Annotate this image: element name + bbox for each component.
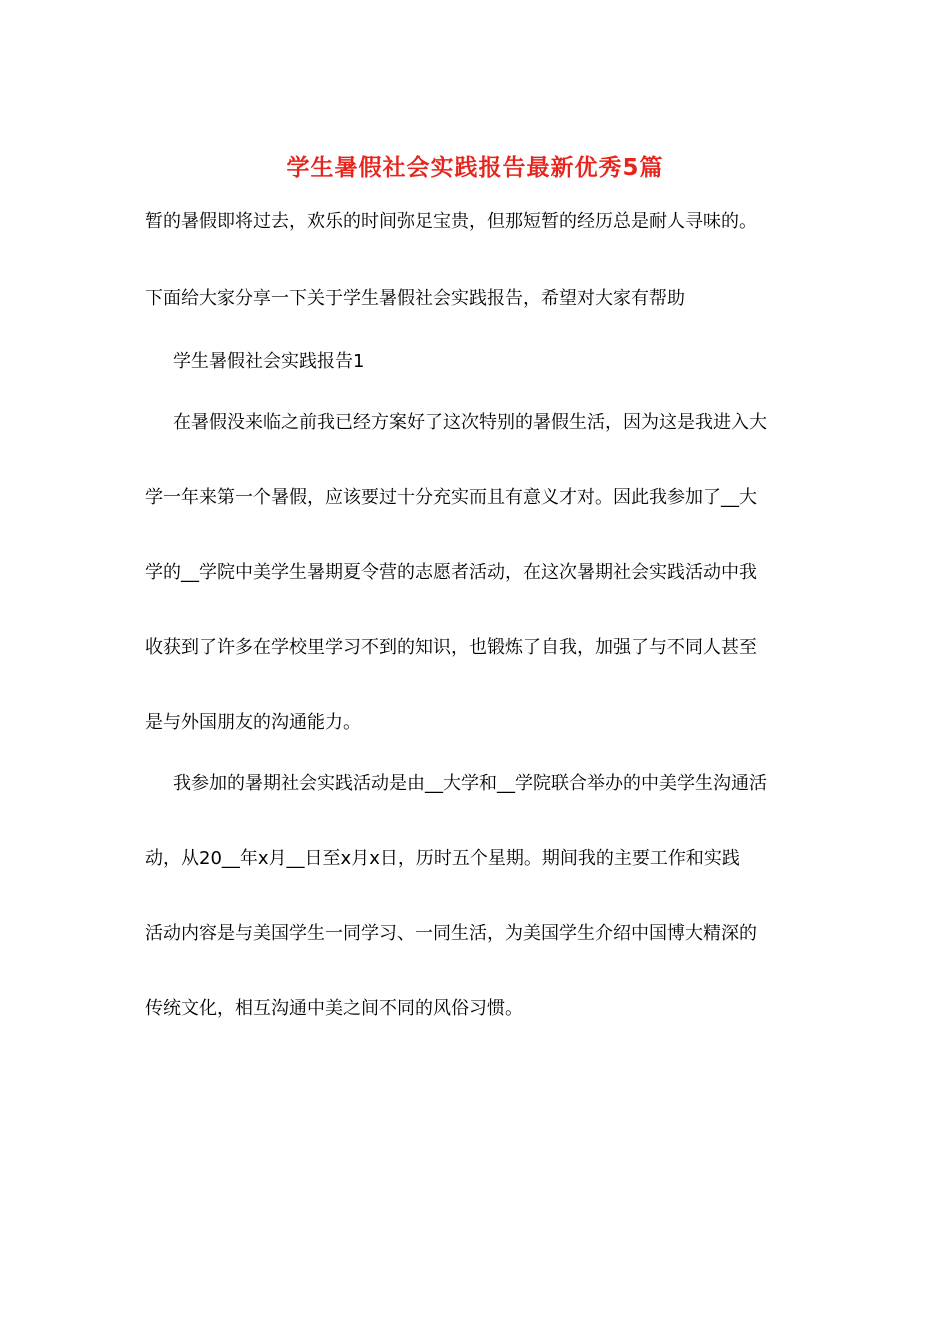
paragraph-2-line-1: 我参加的暑期社会实践活动是由__大学和__学院联合举办的中美学生沟通活 (173, 773, 767, 794)
intro-line-2: 下面给大家分享一下关于学生暑假社会实践报告，希望对大家有帮助 (145, 288, 685, 309)
paragraph-1-line-2: 学一年来第一个暑假，应该要过十分充实而且有意义才对。因此我参加了__大 (145, 487, 757, 508)
section-heading: 学生暑假社会实践报告1 (173, 351, 365, 372)
document-title: 学生暑假社会实践报告最新优秀5篇 (286, 155, 664, 181)
paragraph-2-line-4: 传统文化，相互沟通中美之间不同的风俗习惯。 (145, 998, 523, 1019)
paragraph-1-line-5: 是与外国朋友的沟通能力。 (145, 712, 361, 733)
paragraph-1-line-4: 收获到了许多在学校里学习不到的知识，也锻炼了自我，加强了与不同人甚至 (145, 637, 757, 658)
paragraph-1-line-1: 在暑假没来临之前我已经方案好了这次特别的暑假生活，因为这是我进入大 (173, 412, 767, 433)
paragraph-2-line-3: 活动内容是与美国学生一同学习、一同生活，为美国学生介绍中国博大精深的 (145, 923, 757, 944)
paragraph-1-line-3: 学的__学院中美学生暑期夏令营的志愿者活动，在这次暑期社会实践活动中我 (145, 562, 757, 583)
intro-line-1: 暂的暑假即将过去，欢乐的时间弥足宝贵，但那短暂的经历总是耐人寻味的。 (145, 211, 757, 232)
paragraph-2-line-2: 动，从20__年x月__日至x月x日，历时五个星期。期间我的主要工作和实践 (145, 848, 740, 869)
